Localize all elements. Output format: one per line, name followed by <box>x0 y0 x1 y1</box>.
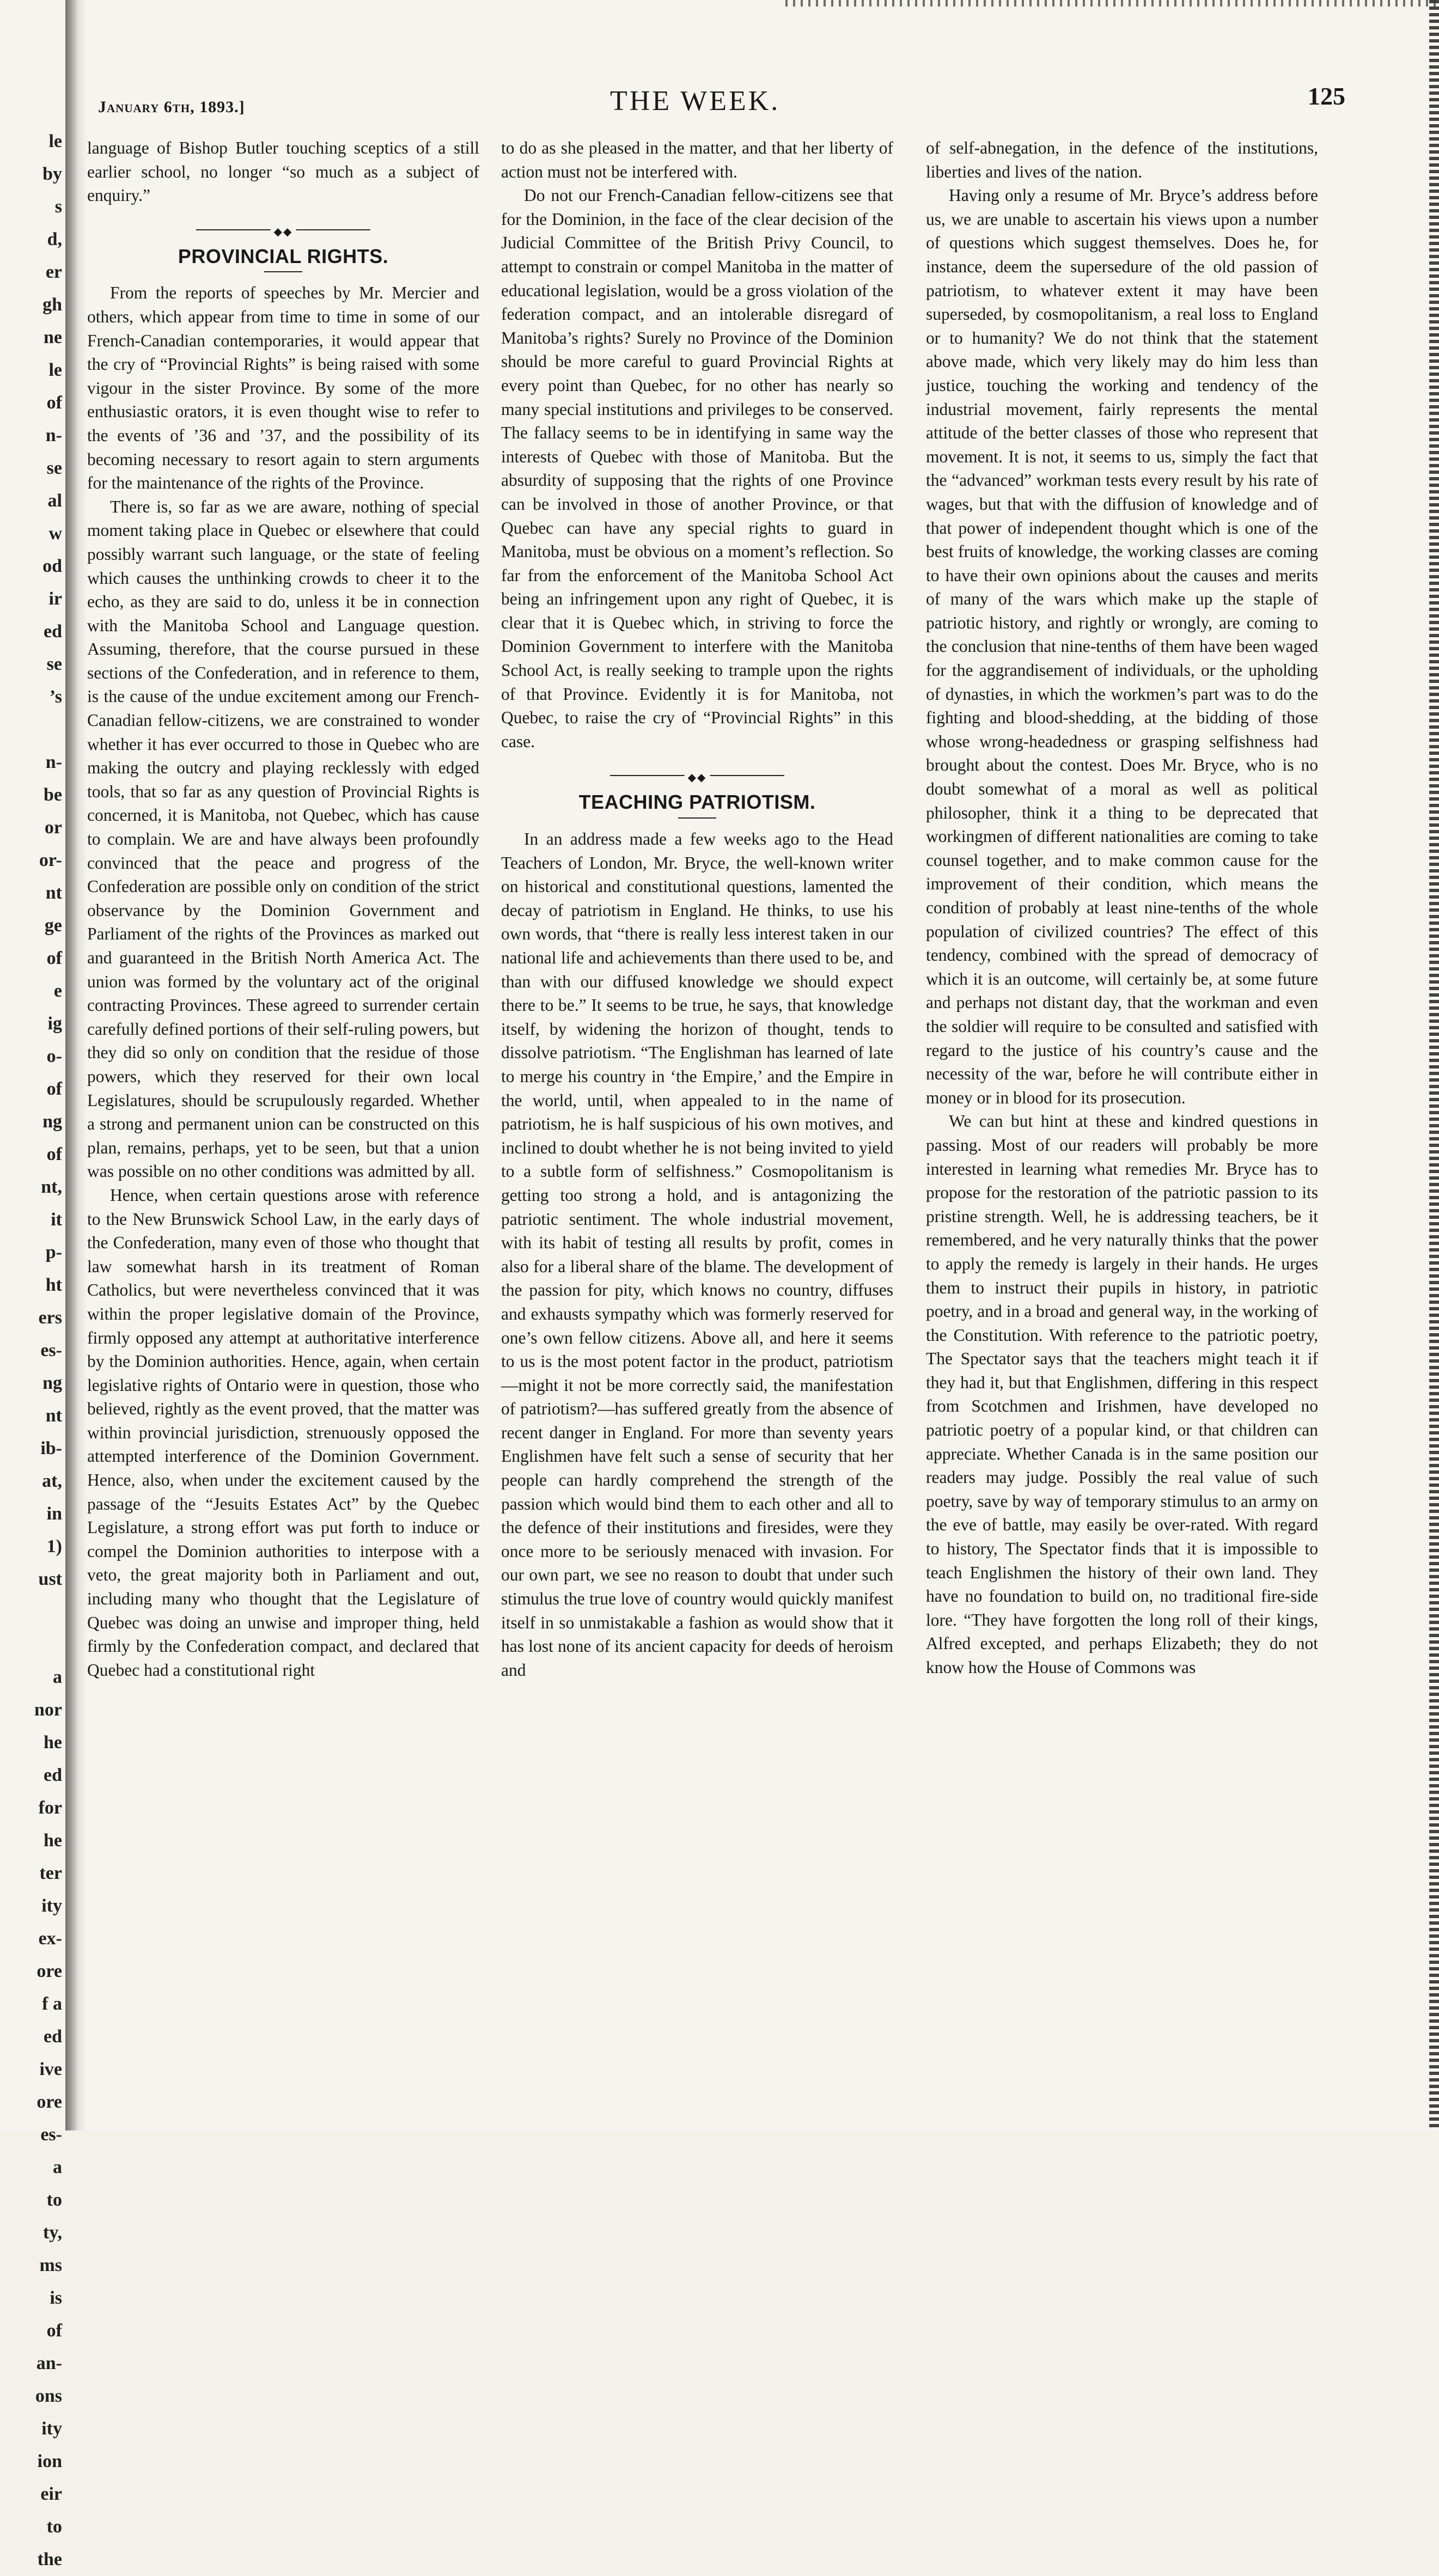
scan-speckle <box>785 0 1439 7</box>
gutter-fragment: a <box>53 1667 62 1687</box>
gutter-fragment: le <box>48 360 62 380</box>
gutter-fragment: n- <box>45 752 62 772</box>
gutter-fragment: es- <box>40 2125 62 2145</box>
gutter-fragment: nt <box>45 1406 62 1426</box>
gutter-fragment: ’s <box>49 687 62 707</box>
article-paragraph: We can but hint at these and kindred questions in passing. Most of our readers will probably be more interested in learning what remedies Mr. Bryce has to propose for the restoration of the patriotic passion to its pristine strength. Well, he is addressing teachers, be it remembered, and he very naturally thinks that the power to apply the remedy is largely in their hands. He urges them to instruct their pupils in history, in patriotic poetry, and in a broad and general way, in the working of the Constitution. With reference to the patriotic poetry, The Spectator says that the teachers might teach it if they had it, but that Englishmen, differing in this respect from Scotchmen and Irishmen, have developed no patriotic poetry of a popular kind, or that children can appreciate. Whether Canada is in the same position our readers may judge. Possibly the real value of such poetry, save by way of temporary stimulus to an army on the eve of battle, may easily be over-rated. With regard to history, The Spectator finds that it is impossible to teach Englishmen the history of their own land. They have no foundation to build on, no traditional fire-side lore. “They have forgotten the long roll of their kings, Alfred excepted, and perhaps Elizabeth; they do not know how the House of Commons was <box>926 1112 1318 1677</box>
gutter-fragment: 1) <box>46 1536 62 1556</box>
article-paragraph: Do not our French-Canadian fellow-citizens see that for the Dominion, in the face of the clear decision of the Judicial Committee of the British Privy Council, to attempt to constrain or compel Manitoba in the matter of educational legislation, would be a gross violation of the federation compact, and an intolerable disregard of Manitoba’s rights? Surely no Province of the Dominion should be more careful to guard Provincial Rights at every point than Quebec, for no other has nearly so many special institutions and privileges to be conserved. The fallacy seems to be in identifying in same way the interests of Quebec with those of Manitoba. But the absurdity of supposing that the rights of one Province can be involved in those of another Province, or that Quebec can have any special rights to guard in Manitoba, must be obvious on a moment’s reflection. So far from the enforcement of the Manitoba School Act being an infringement upon any right of Quebec, it is clear that it is Quebec which, in striving to force the Dominion Government to interfere with the Manitoba School Act, is really seeking to trample upon the rights of that Province. Evidently it is for Manitoba, not Quebec, to raise the cry of “Provincial Rights” in this case. <box>501 186 893 751</box>
gutter-fragment: s <box>54 197 62 217</box>
gutter-fragment: ng <box>42 1373 62 1393</box>
gutter-fragment: ity <box>41 1896 62 1916</box>
gutter-fragment: ers <box>38 1308 62 1328</box>
gutter-fragment: ng <box>42 1112 62 1132</box>
article-paragraph: In an address made a few weeks ago to the Head Teachers of London, Mr. Bryce, the well-known writer on historical and constitutional questions, lamented the decay of patriotism in England. He thinks, to use his own words, that “there is really less interest taken in our national life and achievements than there used to be, and than with our diffused knowledge we should expect there to be.” It seems to be true, he says, that knowledge itself, by widening the horizon of thought, tends to dissolve patriotism. “The Englishman has learned of late to merge his country in ‘the Empire,’ and the Empire in the world, until, when appealed to in the name of patriotism, he is half suspicious of his own motives, and inclined to doubt whether he is not being invited to yield to a subtle form of selfishness.” Cosmopolitanism is getting too strong a hold, and is antagonizing the patriotic sentiment. The whole industrial movement, with its habit of testing all results by profit, comes in also for a liberal share of the blame. The development of the passion for pity, which knows no country, diffuses and exhausts sympathy which was formerly reserved for one’s own fellow citizens. Above all, and here it seems to us is the most potent factor in the product, patriotism—might it not be more correctly said, the manifestation of patriotism?—has suffered greatly from the absence of recent danger in England. For more than seventy years Englishmen have felt such a sense of security that her people can hardly comprehend the strength of the passion which would bind them to each other and all to the defence of their institutions and firesides, were they once more to be seriously menaced with invasion. For our own part, we see no reason to doubt that under such stimulus the true love of country would quickly manifest itself in so unmistakable a fashion as would show that it has lost none of its ancient capacity for deeds of heroism and <box>501 829 893 1680</box>
gutter-fragment: ed <box>44 2026 62 2047</box>
gutter-fragment: ht <box>45 1275 62 1295</box>
gutter-fragment <box>0 1628 65 1661</box>
gutter-fragment: in <box>46 1504 62 1524</box>
gutter-fragment: f a <box>42 1994 62 2014</box>
heading-rule <box>678 817 716 819</box>
gutter-fragment: to <box>46 2190 62 2210</box>
gutter-fragment: ib- <box>40 1438 62 1458</box>
page-header <box>98 82 1345 125</box>
gutter-fragment: he <box>44 1830 62 1851</box>
article-paragraph: From the reports of speeches by Mr. Mercier and others, which appear from time to time in some of our French-Canadian contemporaries, it would appear that the cry of “Provincial Rights” is being raised with some vigour in the sister Province. By some of the more enthusiastic orators, it is even thought wise to refer to the events of ’36 and ’37, and the possibility of its becoming necessary to resort again to stern arguments for the maintenance of the rights of the Province. <box>87 283 479 493</box>
section-divider <box>501 765 893 785</box>
gutter-fragment: for <box>38 1798 62 1818</box>
gutter-fragment: al <box>47 491 62 511</box>
gutter-fragment: es- <box>40 1340 62 1360</box>
page-number: 125 <box>1308 82 1345 110</box>
gutter-fragment: ter <box>39 1863 62 1883</box>
column-2 <box>501 136 893 1682</box>
gutter-fragment: e <box>53 981 62 1001</box>
column-3 <box>926 136 1318 1680</box>
gutter-fragment: an- <box>36 2353 62 2373</box>
gutter-fragment: ms <box>39 2255 62 2275</box>
page-edge <box>1429 0 1439 2131</box>
gutter-fragment: n- <box>45 425 62 445</box>
gutter-fragment: o- <box>46 1046 62 1066</box>
gutter-fragment: ne <box>44 327 62 347</box>
gutter-fragment: be <box>44 785 62 805</box>
gutter-fragment: the <box>37 2549 62 2569</box>
gutter-fragment: or- <box>39 850 62 870</box>
gutter-fragment: he <box>44 1732 62 1753</box>
gutter-fragment: ex- <box>38 1928 62 1949</box>
column-1 <box>87 136 479 1682</box>
gutter-fragment: od <box>42 556 62 576</box>
gutter-fragment: se <box>46 654 62 674</box>
gutter-fragment: nor <box>34 1700 62 1720</box>
gutter-fragment: eir <box>40 2484 62 2504</box>
adjacent-page-gutter <box>0 125 65 2576</box>
gutter-fragment: it <box>51 1210 62 1230</box>
continued-paragraph: language of Bishop Butler touching sceptics of a still earlier school, no longer “so much as a subject of enquiry.” <box>87 138 479 205</box>
gutter-fragment: of <box>46 2321 62 2341</box>
gutter-fragment: nt, <box>41 1177 62 1197</box>
gutter-fragment: ore <box>36 1961 62 1981</box>
gutter-fragment: ig <box>47 1014 62 1034</box>
gutter-fragment: ust <box>38 1569 62 1589</box>
gutter-fragment: of <box>46 1079 62 1099</box>
gutter-fragment: a <box>53 2157 62 2177</box>
gutter-fragment: w <box>48 523 62 544</box>
article-paragraph: There is, so far as we are aware, nothing of special moment taking place in Quebec or elsewhere that could possibly warrant such language, or the state of feeling which causes the unthinking crowds to cheer it to the echo, as they are said to do, unless it be in connection with the Manitoba School and Language question. Assuming, therefore, that the course pursued in these sections of the Confederation, and in reference to them, is the cause of the undue excitement among our French-Canadian fellow-citizens, we are constrained to wonder whether it has ever occurred to those in Quebec who are making the outcry and playing recklessly with edged tools, that so far as any question of Provincial Rights is concerned, it is Manitoba, not Quebec, which has cause to complain. We are and have always been profoundly convinced that the peace and progress of the Confederation are possible only on condition of the strict observance by the Dominion Government and Parliament of the rights of the Provinces as marked out and guaranteed in the British North America Act. The union was formed by the voluntary act of the original contracting Provinces. These agreed to surrender certain carefully defined portions of their self-ruling powers, but they did so only on condition that the residue of those powers, which they reserved for their own local Legislatures, should be scrupulously regarded. Whether a strong and permanent union can be constructed on this plan, remains, perhaps, yet to be seen, but that a union was possible on no other conditions was admitted by all. <box>87 497 479 1181</box>
gutter-fragment: of <box>46 1144 62 1164</box>
continued-paragraph: to do as she pleased in the matter, and that her liberty of action must not be interfered with. <box>501 138 893 181</box>
gutter-fragment: ons <box>35 2386 62 2406</box>
gutter-fragment: at, <box>42 1471 62 1491</box>
gutter-fragment: by <box>42 164 62 184</box>
article-paragraph: Having only a resume of Mr. Bryce’s address before us, we are unable to ascertain his views upon a number of questions which suggest themselves. Does he, for instance, deem the supersedure of the old passion of patriotism, to whatever extent it may have been superseded, by cosmopolitanism, a real loss to England or to humanity? We do not think that the statement above made, which very likely may do him less than justice, touching the working and tendency of the industrial movement, fairly represents the mental attitude of the better classes of those who represent that movement. It is not, it seems to us, simply the fact that the “advanced” workman tests every result by his rate of wages, but that with the diffusion of knowledge and of that power of independent thought which is one of the best fruits of knowledge, the working classes are coming to have their own opinions about the causes and merits of many of the wars which make up the staple of patriotic history, and rightly or wrongly, are coming to the conclusion that nine-tenths of them have been waged for the aggrandisement of individuals, or the upholding of dynasties, in which the workmen’s part was to do the fighting and blood-shedding, at the bidding of those whose wrong-headedness or grasping selfishness had brought about the contest. Does Mr. Bryce, who is no doubt somewhat of a moral as well as political philosopher, think it a thing to be deprecated that workingmen of different nationalities are coming to take counsel together, and to make common cause for the improvement of their condition, which means the condition of probably at least nine-tenths of the whole population of civilized countries? The effect of this tendency, combined with the spread of democracy of which it is an outcome, will certainly be, at some future and perhaps not distant day, that the workman and even the soldier will require to be consulted and satisfied with regard to the justice of his country’s cause and the necessity of the war, before he will contribute either in money or in blood for its prosecution. <box>926 186 1318 1107</box>
gutter-fragment: se <box>46 458 62 478</box>
gutter-fragment: le <box>48 131 62 151</box>
gutter-fragment: ion <box>37 2451 62 2471</box>
continued-paragraph: of self-abnegation, in the defence of the institutions, liberties and lives of the nation. <box>926 138 1318 181</box>
gutter-fragment: ed <box>44 621 62 642</box>
gutter-fragment: of <box>46 948 62 968</box>
gutter-fragment: of <box>46 393 62 413</box>
gutter-fragment: er <box>45 262 62 282</box>
gutter-fragment: ty, <box>43 2223 62 2243</box>
article-heading-provincial-rights: PROVINCIAL RIGHTS. <box>178 245 389 267</box>
heading-rule <box>264 271 302 272</box>
gutter-fragment: p- <box>45 1242 62 1262</box>
gutter-fragment: is <box>50 2288 62 2308</box>
article-heading-teaching-patriotism: TEACHING PATRIOTISM. <box>578 791 816 814</box>
gutter-fragment: or <box>44 817 62 838</box>
gutter-fragment: gh <box>42 295 62 315</box>
section-divider <box>87 219 479 239</box>
binding-shadow <box>65 0 87 2131</box>
gutter-fragment: to <box>46 2517 62 2537</box>
gutter-fragment: ed <box>44 1765 62 1785</box>
gutter-fragment: ore <box>36 2092 62 2112</box>
gutter-fragment: ge <box>44 915 62 936</box>
gutter-fragment: ive <box>39 2059 62 2079</box>
article-paragraph: Hence, when certain questions arose with reference to the New Brunswick School Law, in the early days of the Confederation, many even of those who thought that law somewhat harsh in its treatment of Roman Catholics, but were nevertheless convinced that it was within the proper legislative domain of the Province, firmly opposed any attempt at authoritative interference by the Dominion authorities. Hence, again, when certain legislative rights of Ontario were in question, those who believed, rightly as the event proved, that the matter was within provincial jurisdiction, strenuously opposed the attempted interference of the Dominion Government. Hence, also, when under the excitement caused by the passage of the “Jesuits Estates Act” by the Quebec Legislature, a strong effort was put forth to induce or compel the Dominion authorities to interpose with a veto, the great majority both in Parliament and out, including many who thought that the Legislature of Quebec was doing an unwise and improper thing, held firmly by the Confederation compact, and declared that Quebec had a constitutional right <box>87 1185 479 1680</box>
issue-date: January 6th, 1893.] <box>98 98 245 116</box>
gutter-fragment <box>0 1596 65 1628</box>
gutter-fragment <box>0 713 65 746</box>
gutter-fragment: ity <box>41 2419 62 2439</box>
gutter-fragment: nt <box>45 883 62 903</box>
masthead-title: THE WEEK. <box>610 86 781 117</box>
gutter-fragment: ir <box>48 589 62 609</box>
gutter-fragment: d, <box>47 229 62 249</box>
